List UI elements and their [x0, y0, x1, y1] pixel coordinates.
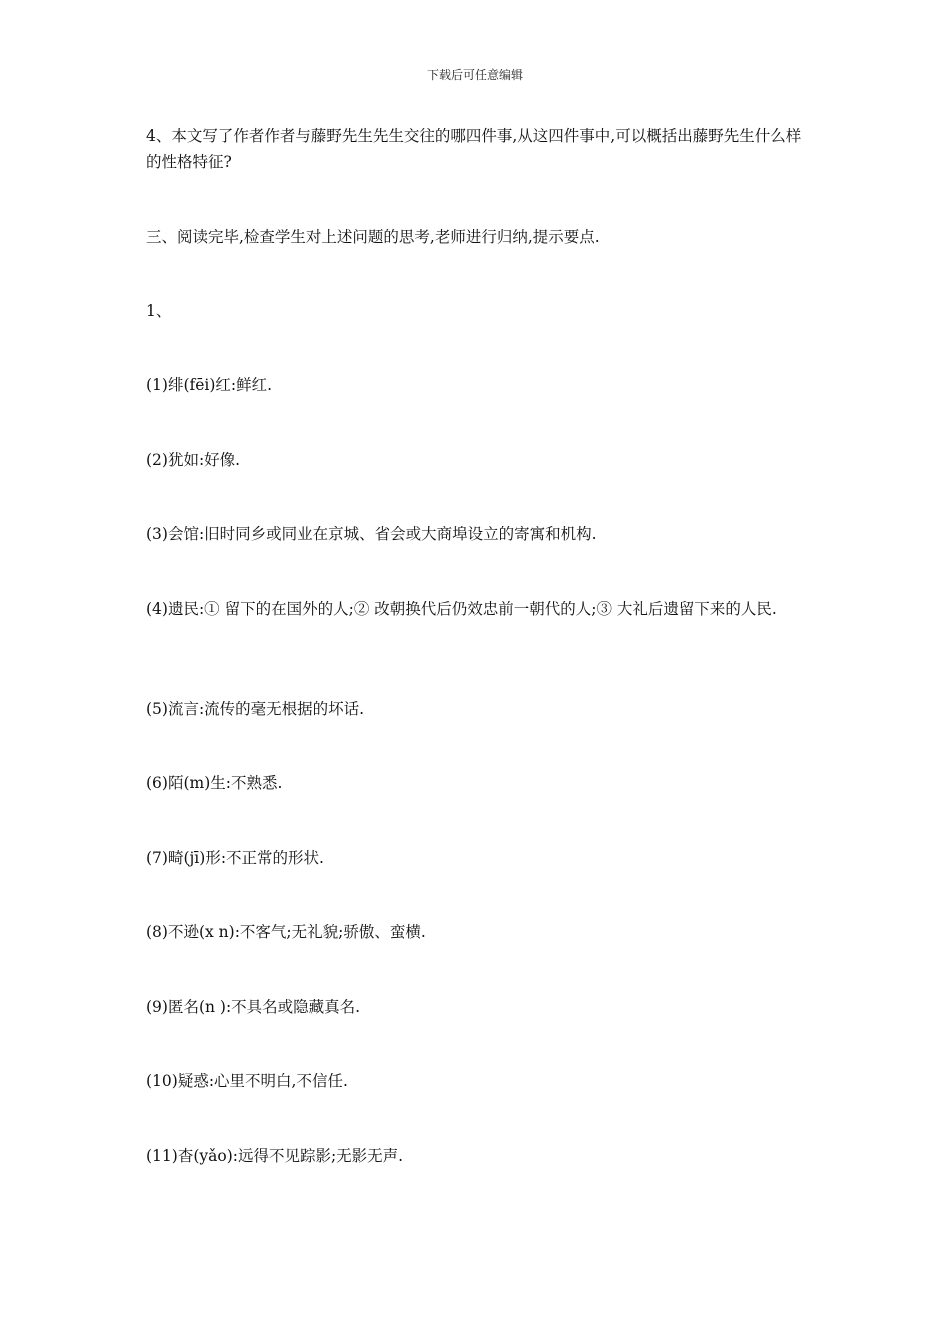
vocab-item-7: (7)畸(jī)形:不正常的形状.	[146, 849, 324, 867]
vocab-item-10: (10)疑惑:心里不明白,不信任.	[146, 1072, 348, 1090]
vocab-item-6: (6)陌(m)生:不熟悉.	[146, 774, 283, 792]
vocab-item-3: (3)会馆:旧时同乡或同业在京城、省会或大商埠设立的寄寓和机构.	[146, 525, 597, 543]
vocab-item-9: (9)匿名(n ):不具名或隐藏真名.	[146, 998, 361, 1016]
paragraph-item-1: 1、	[146, 302, 172, 320]
vocab-item-4: (4)遗民:① 留下的在国外的人;② 改朝换代后仍效忠前一朝代的人;③ 大礼后遗留下来的人民.	[146, 600, 777, 618]
vocab-item-1: (1)绯(fēi)红:鲜红.	[146, 376, 273, 394]
vocab-item-2: (2)犹如:好像.	[146, 451, 241, 469]
vocab-item-5: (5)流言:流传的毫无根据的坏话.	[146, 700, 365, 718]
vocab-item-11: (11)杳(yǎo):远得不见踪影;无影无声.	[146, 1147, 404, 1165]
paragraph-question-4: 4、本文写了作者作者与藤野先生先生交往的哪四件事,从这四件事中,可以概括出藤野先生什么样的性格特征?	[146, 127, 802, 171]
page-header: 下载后可任意编辑	[426, 68, 523, 82]
paragraph-section-3: 三、阅读完毕,检查学生对上述问题的思考,老师进行归纳,提示要点.	[146, 228, 600, 246]
vocab-item-8: (8)不逊(x n):不客气;无礼貌;骄傲、蛮横.	[146, 923, 426, 941]
